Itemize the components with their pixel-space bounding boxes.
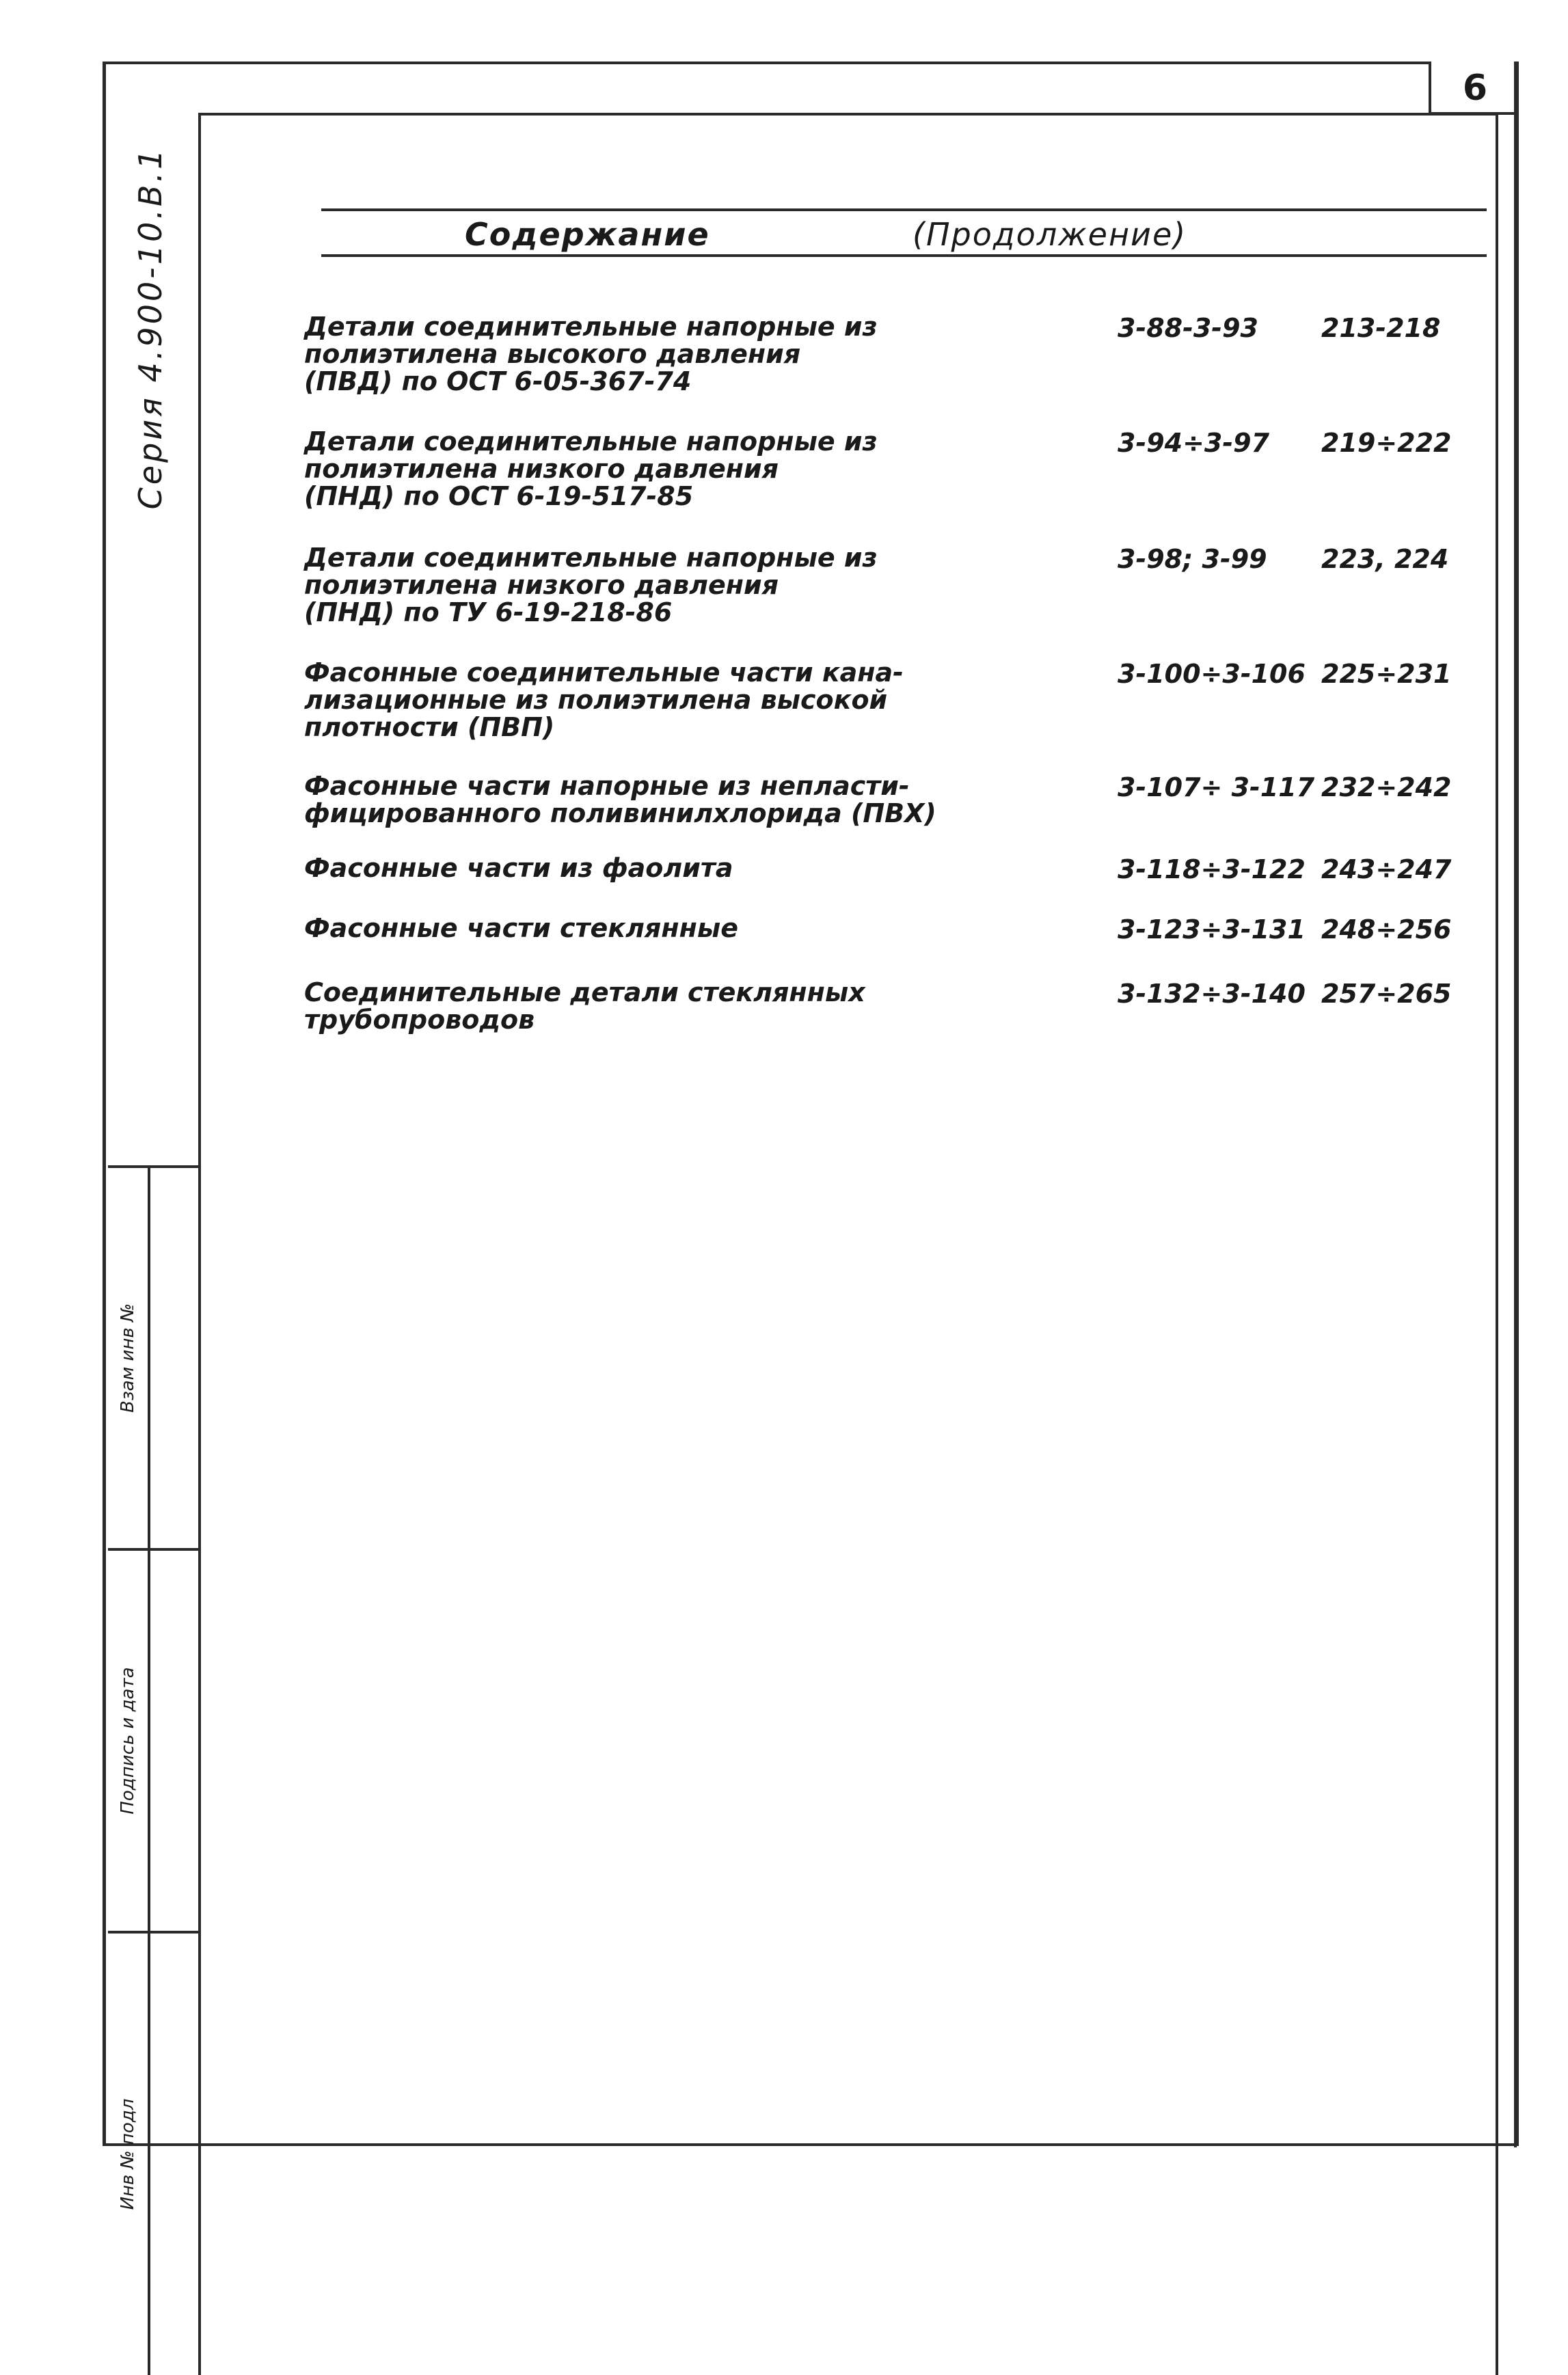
stamp-cell-label: Инв № подл bbox=[108, 1933, 150, 2375]
toc-entry-name: Фасонные части стеклянные bbox=[304, 913, 738, 943]
toc-entry-pages: 248÷256 bbox=[1321, 914, 1452, 945]
series-label bbox=[116, 137, 185, 519]
stamp-cell-signature bbox=[108, 1548, 198, 1931]
toc-entry-sheets: 3-98; 3-99 bbox=[1118, 544, 1267, 574]
stamp-cell-label: Подпись и дата bbox=[108, 1551, 150, 1931]
stamp-cell-replacement bbox=[108, 1165, 198, 1548]
toc-entry-pages: 257÷265 bbox=[1321, 979, 1452, 1009]
toc-entry-pages: 232÷242 bbox=[1321, 772, 1452, 802]
side-stamp bbox=[108, 1165, 198, 2375]
sheet-right-edge bbox=[1514, 62, 1517, 2147]
toc-entry-pages: 225÷231 bbox=[1321, 659, 1452, 689]
toc-entry-sheets: 3-100÷3-106 bbox=[1118, 659, 1306, 689]
stamp-cell-original bbox=[108, 1931, 198, 2375]
toc-entry-pages: 219÷222 bbox=[1321, 428, 1452, 458]
title-rule-bottom bbox=[321, 254, 1487, 257]
toc-entry-sheets: 3-94÷3-97 bbox=[1118, 428, 1270, 458]
toc-entry-name: Фасонные части напорные из непласти- фицированного поливинилхлорида (ПВХ) bbox=[304, 771, 936, 828]
page-title: Содержание bbox=[465, 216, 710, 253]
title-rule-top bbox=[321, 208, 1487, 211]
toc-entry-name: Соединительные детали стеклянных трубопроводов bbox=[304, 977, 865, 1035]
toc-entry-sheets: 3-132÷3-140 bbox=[1118, 979, 1306, 1009]
toc-entry-name: Детали соединительные напорные из полиэтилена низкого давления (ПНД) по ОСТ 6-19-517-85 bbox=[304, 426, 878, 511]
toc-entry-sheets: 3-107÷ 3-117 bbox=[1118, 772, 1315, 802]
toc-entry-name: Фасонные соединительные части кана- лизационные из полиэтилена высокой плотности (ПВП) bbox=[304, 657, 904, 742]
page-number: 6 bbox=[1429, 62, 1519, 115]
toc-entry-pages: 213-218 bbox=[1321, 313, 1441, 343]
toc-entry-pages: 243÷247 bbox=[1321, 854, 1452, 884]
series-label-text: Серия 4.900-10.В.1 bbox=[132, 146, 169, 510]
toc-entry-name: Детали соединительные напорные из полиэтилена низкого давления (ПНД) по ТУ 6-19-218-86 bbox=[304, 543, 878, 627]
toc-entry-sheets: 3-118÷3-122 bbox=[1118, 854, 1306, 884]
toc-entry-sheets: 3-88-3-93 bbox=[1118, 313, 1258, 343]
toc-entry-name: Фасонные части из фаолита bbox=[304, 853, 733, 883]
toc-entry-name: Детали соединительные напорные из полиэтилена высокого давления (ПВД) по ОСТ 6-05-367-74 bbox=[304, 312, 878, 396]
stamp-cell-label: Взам инв № bbox=[108, 1168, 150, 1548]
toc-entry-pages: 223, 224 bbox=[1321, 544, 1449, 574]
toc-entry-sheets: 3-123÷3-131 bbox=[1118, 914, 1306, 945]
page-title-suffix: (Продолжение) bbox=[913, 216, 1187, 253]
